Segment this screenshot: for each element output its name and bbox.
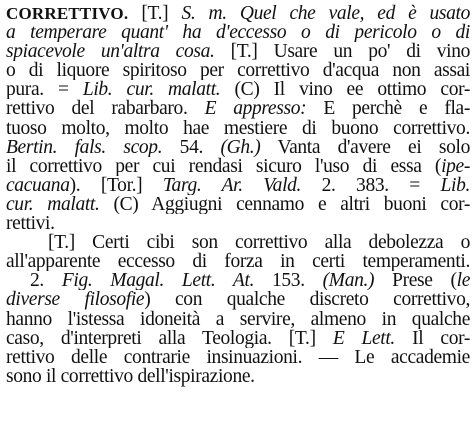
- entry-line-8: Bertin. fals. scop. 54. (Gh.) Vanta d'avere ei solo: [6, 137, 470, 157]
- dictionary-entry: [6, 4, 470, 423]
- entry-line-10: cacuana). [Tor.] Targ. Ar. Vald. 2. 383. = Lib.: [6, 175, 470, 195]
- headword: CORRETTIVO.: [6, 4, 129, 23]
- entry-line-1: CORRETTIVO. [T.] S. m. Quel che vale, ed è usato: [6, 4, 470, 24]
- entry-line-16: diverse filosofie) con qualche discreto correttivo,: [6, 290, 470, 310]
- entry-line-13: [T.] Certi cibi son correttivo alla debolezza o: [48, 233, 470, 253]
- entry-line-2: a temperare quant' ha d'eccesso o di pericolo o di: [6, 23, 470, 43]
- entry-line-15: 2. Fig. Magal. Lett. At. 153. (Man.) Prese (le: [30, 271, 470, 291]
- entry-line-14: all'apparente eccesso di forza in certi temperamenti.: [6, 252, 470, 272]
- entry-line-11: cur. malatt. (C) Aggiugni cennamo e altri buoni cor-: [6, 194, 470, 215]
- entry-line-18: caso, d'interpreti alla Teologia. [T.] E Lett. Il cor-: [6, 328, 470, 348]
- entry-line-7: tuoso molto, molto hae mestiere di buono correttivo.: [6, 118, 470, 138]
- entry-line-4: o di liquore spiritoso per correttivo d'acqua non assai: [6, 61, 470, 81]
- entry-line-20: sono il correttivo dell'ispirazione.: [6, 365, 255, 387]
- entry-line-12: rettivi.: [6, 213, 55, 235]
- entry-line-17: hanno l'istessa idoneità a servire, almeno in qualche: [6, 309, 470, 329]
- entry-line-6: rettivo del rabarbaro. E appresso: E perchè e fla-: [6, 99, 470, 119]
- entry-line-19: rettivo delle contrarie insinuazioni. — Le accademie: [6, 347, 470, 367]
- entry-line-5: pura. = Lib. cur. malatt. (C) Il vino ee ottimo cor-: [6, 80, 470, 100]
- entry-line-9: il correttivo per cui rendasi sicuro l'uso di essa (ipe-: [6, 156, 470, 176]
- entry-line-3: spiacevole un'altra cosa. [T.] Usare un po' di vino: [6, 42, 470, 62]
